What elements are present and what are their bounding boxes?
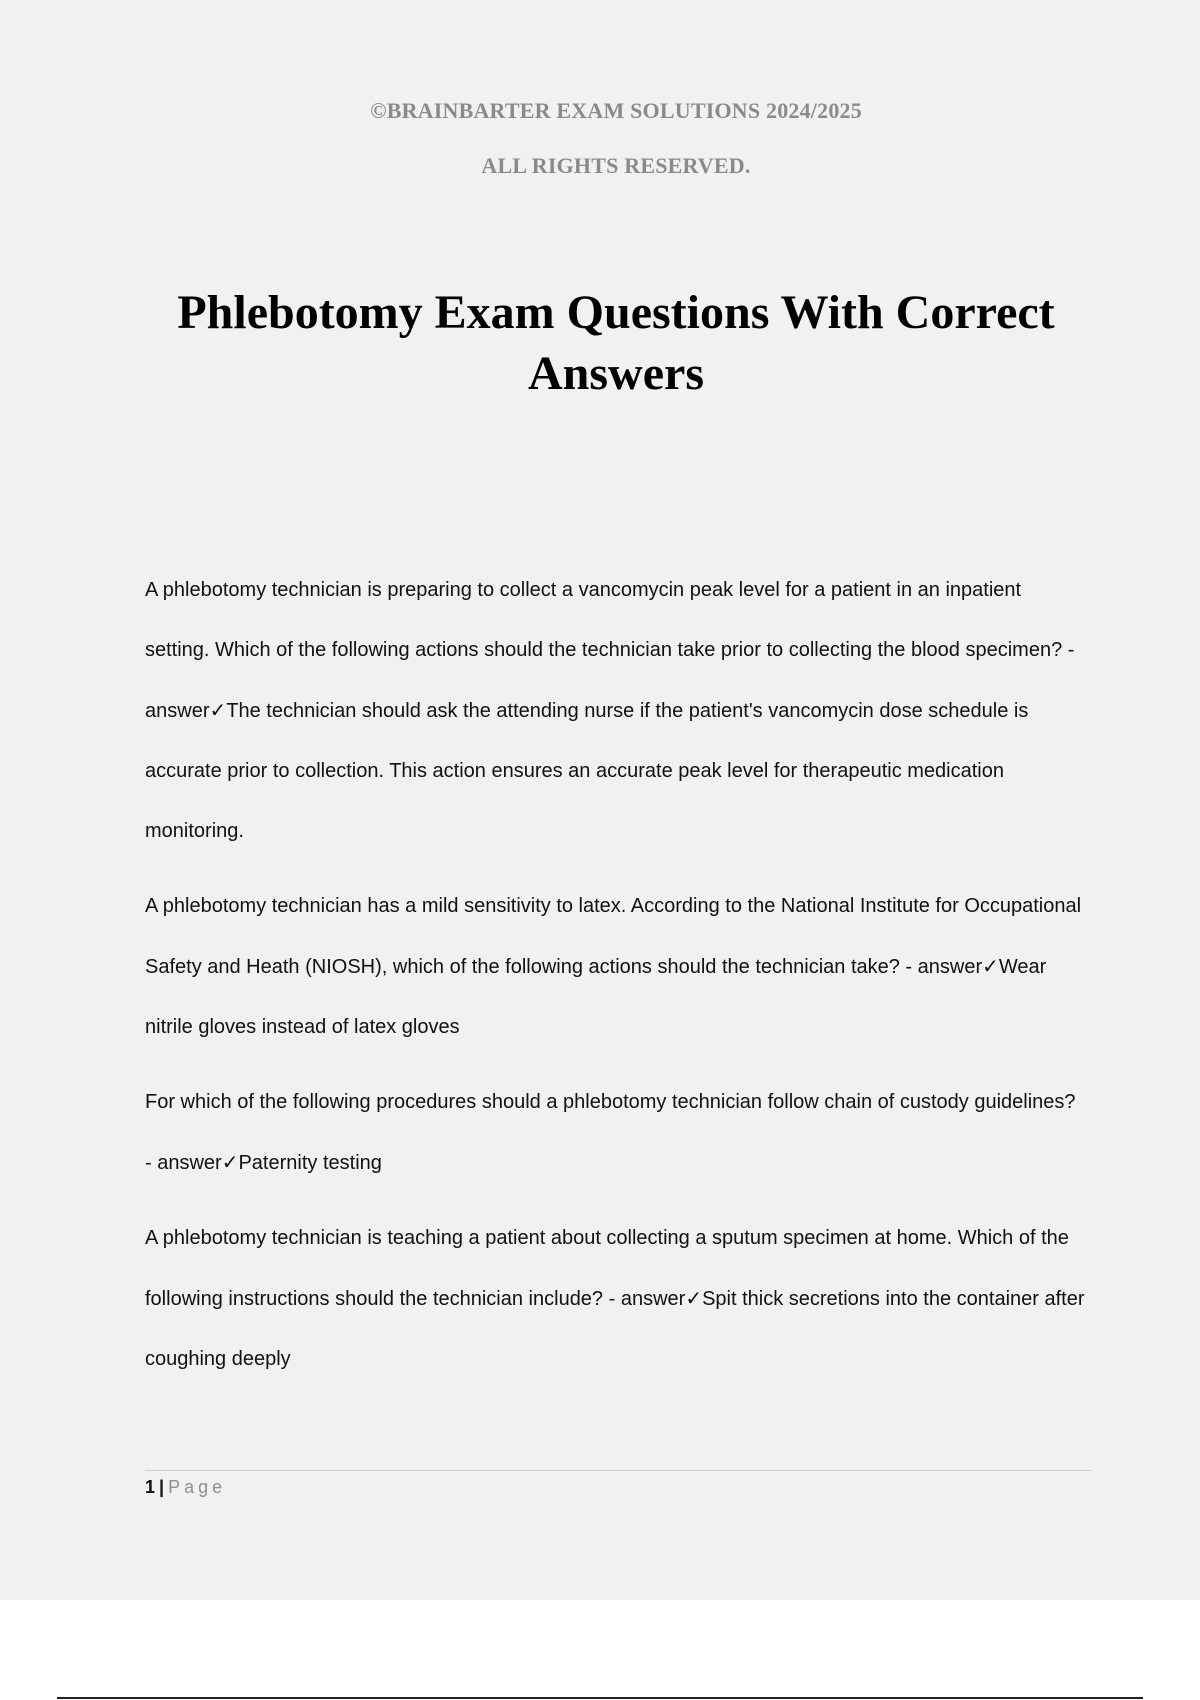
- question-text: A phlebotomy technician has a mild sensitivity to latex. According to the National Institute for Occupational Safety and Heath (NIOSH), which of the following actions should the technician take? - answer: [145, 895, 1082, 978]
- footer-separator: |: [159, 1477, 165, 1497]
- qa-item: [145, 876, 1085, 1072]
- question-text: For which of the following procedures should a phlebotomy technician follow chain of custody guidelines? - answer: [145, 1091, 1076, 1174]
- checkmark-icon: ✓: [982, 954, 999, 978]
- question-text: A phlebotomy technician is teaching a patient about collecting a sputum specimen at home. Which of the following instructions should the technician include? - answer: [145, 1227, 1069, 1310]
- qa-item: [145, 1208, 1085, 1404]
- page-footer: [145, 1475, 226, 1499]
- document-title: Phlebotomy Exam Questions With Correct Answers: [177, 286, 1055, 400]
- answer-text: Spit thick secretions into the container after coughing deeply: [145, 1288, 1085, 1370]
- question-text: A phlebotomy technician is preparing to collect a vancomycin peak level for a patient in an inpatient setting. Which of the following actions should the technician take prior to collecting the blood specimen? - answer: [145, 579, 1075, 722]
- qa-item: [145, 560, 1085, 876]
- page-label: Page: [168, 1477, 227, 1497]
- document-body: [145, 560, 1085, 1404]
- rights-header: ALL RIGHTS RESERVED.: [481, 153, 751, 178]
- page-number: 1: [145, 1477, 156, 1497]
- next-page-divider: [57, 1697, 1143, 1699]
- answer-text: Wear nitrile gloves instead of latex gloves: [145, 956, 1047, 1038]
- qa-item: [145, 1072, 1085, 1208]
- footer-divider: [145, 1470, 1092, 1471]
- checkmark-icon: ✓: [685, 1286, 703, 1310]
- checkmark-icon: ✓: [209, 698, 227, 722]
- checkmark-icon: ✓: [221, 1150, 239, 1174]
- answer-text: The technician should ask the attending nurse if the patient's vancomycin dose schedule is accurate prior to collection. This action ensures an accurate peak level for therapeutic medication monitoring.: [145, 700, 1029, 842]
- copyright-header: ©BRAINBARTER EXAM SOLUTIONS 2024/2025: [370, 98, 862, 123]
- answer-text: Paternity testing: [238, 1152, 382, 1174]
